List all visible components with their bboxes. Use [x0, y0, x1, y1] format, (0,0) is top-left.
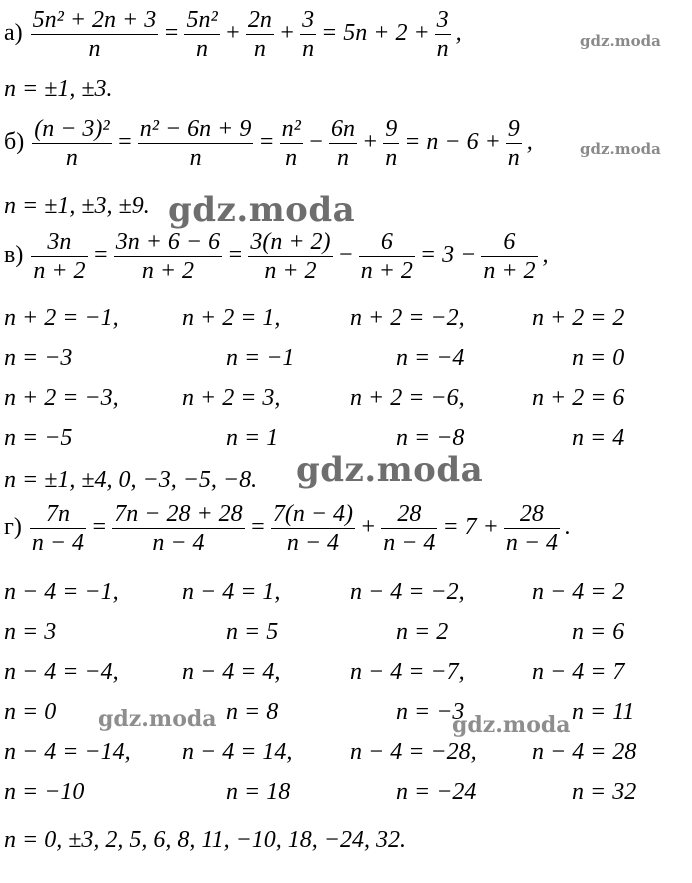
part-a-expression [29, 7, 465, 62]
part-d-expression [28, 501, 574, 556]
equation-cell: n − 4 = 7 [532, 659, 625, 685]
fraction-numerator: 6 [359, 228, 415, 257]
fraction-denominator: n [385, 145, 398, 171]
expression-text: = [91, 514, 108, 541]
solution-cell: n = 11 [572, 699, 635, 725]
solution-cell: n = 5 [226, 619, 279, 645]
equation-cell: n − 4 = −4, [4, 659, 119, 685]
solution-cell: n = −8 [396, 425, 465, 451]
fraction-numerator: 7n − 28 + 28 [114, 501, 243, 527]
solution-cell: n = 4 [572, 425, 625, 451]
equation-cell: n − 4 = −7, [350, 659, 465, 685]
part-d-equation [4, 500, 574, 557]
fraction [383, 115, 399, 172]
solution-cell: n = −1 [226, 345, 295, 371]
part-d-answer: n = 0, ±3, 2, 5, 6, 8, 11, −10, 18, −24, 32. [4, 827, 406, 853]
fraction-numerator: 28 [504, 500, 560, 529]
equation-cell: n + 2 = 3, [182, 385, 281, 411]
watermark-logo: gdz.moda [580, 140, 661, 158]
expression-text: = [258, 129, 275, 156]
solution-cell: n = −10 [4, 779, 85, 805]
equation-cell: n − 4 = 14, [182, 739, 293, 765]
fraction-denominator: n − 4 [31, 530, 85, 556]
part-a-equation [4, 6, 465, 63]
fraction-numerator: 3(n + 2) [250, 229, 331, 255]
part-c-label: в) [4, 242, 24, 269]
solution-cell: n = 0 [572, 345, 625, 371]
fraction-numerator: 6 [481, 228, 537, 257]
expression-text: = 7 + [442, 514, 499, 541]
solution-cell: n = 2 [396, 619, 449, 645]
part-d-label: г) [4, 514, 22, 541]
part-b-equation [4, 115, 536, 172]
part-a-label: а) [4, 20, 23, 47]
expression-text: + [278, 20, 296, 47]
solution-cell: n = 8 [226, 699, 279, 725]
fraction-denominator: n [336, 145, 349, 171]
expression-text: = 5n + 2 + [321, 20, 430, 47]
watermark-logo: gdz.moda [98, 706, 217, 732]
fraction [506, 115, 522, 172]
part-c-expression [29, 229, 551, 284]
fraction [32, 115, 111, 172]
equation-cell: n + 2 = 1, [182, 305, 281, 331]
part-a-answer: n = ±1, ±3. [4, 76, 113, 102]
equation-cell: n + 2 = −2, [350, 305, 465, 331]
fraction-denominator: n [65, 145, 78, 171]
fraction-numerator: 28 [381, 500, 437, 529]
fraction-numerator: 3n [31, 228, 87, 257]
fraction-denominator: n [196, 36, 209, 62]
watermark-logo: gdz.moda [580, 32, 661, 50]
equation-cell: n − 4 = 1, [182, 579, 281, 605]
part-c-equation [4, 228, 552, 285]
fraction-denominator: n [285, 145, 298, 171]
fraction-numerator: 5n² + 2n + 3 [32, 7, 157, 33]
fraction-numerator: 3n + 6 − 6 [115, 229, 221, 255]
fraction-denominator: n [253, 36, 266, 62]
fraction [31, 6, 159, 63]
expression-text: − [337, 242, 354, 269]
solution-cell: n = 18 [226, 779, 291, 805]
expression-text: , [455, 20, 462, 47]
fraction-numerator: (n − 3)² [34, 116, 110, 142]
expression-text: = 3 − [419, 242, 477, 269]
fraction [30, 500, 86, 557]
fraction [280, 115, 303, 172]
fraction [271, 500, 355, 557]
expression-text: , [526, 129, 533, 156]
fraction-numerator: 6n [330, 116, 355, 142]
fraction-denominator: n [189, 145, 202, 171]
solution-cell: n = −3 [396, 699, 465, 725]
watermark-logo: gdz.moda [168, 190, 356, 230]
fraction-denominator: n − 4 [383, 530, 436, 556]
equation-cell: n + 2 = −1, [4, 305, 119, 331]
equation-cell: n − 4 = 4, [182, 659, 281, 685]
watermark-logo: gdz.moda [452, 712, 571, 738]
equation-cell: n + 2 = 2 [532, 305, 625, 331]
expression-text: = [116, 129, 133, 156]
expression-text: = [163, 20, 180, 47]
equation-cell: n − 4 = 28 [532, 739, 637, 765]
solution-cell: n = 3 [4, 619, 57, 645]
fraction [248, 228, 332, 285]
fraction [31, 228, 87, 285]
fraction-denominator: n + 2 [483, 258, 536, 284]
equation-cell: n − 4 = −1, [4, 579, 119, 605]
equation-cell: n − 4 = −28, [350, 739, 477, 765]
equation-cell: n + 2 = −3, [4, 385, 119, 411]
expression-text: , [542, 242, 549, 269]
fraction-numerator: 7(n − 4) [272, 501, 354, 527]
watermark-logo: gdz.moda [296, 450, 484, 490]
solution-cell: n = −3 [4, 345, 73, 371]
expression-text: + [360, 514, 377, 541]
fraction-numerator: 2n [247, 7, 272, 33]
expression-text: . [565, 514, 572, 541]
fraction-denominator: n − 4 [505, 530, 559, 556]
expression-text: + [224, 20, 241, 47]
solution-cell: n = 0 [4, 699, 57, 725]
fraction [246, 6, 274, 63]
fraction [504, 500, 560, 557]
expression-text: = [249, 514, 266, 541]
fraction [112, 500, 244, 557]
fraction [381, 500, 437, 557]
fraction-denominator: n [436, 36, 449, 62]
fraction-numerator: 9 [507, 116, 520, 142]
fraction [184, 6, 219, 63]
fraction-denominator: n [302, 36, 315, 62]
fraction-numerator: n² [281, 116, 301, 142]
part-c-answer: n = ±1, ±4, 0, −3, −5, −8. [4, 467, 258, 493]
equation-cell: n − 4 = −2, [350, 579, 465, 605]
equation-cell: n + 2 = −6, [350, 385, 465, 411]
fraction [435, 6, 451, 63]
equation-cell: n − 4 = −14, [4, 739, 131, 765]
fraction-denominator: n + 2 [33, 258, 86, 284]
fraction-numerator: 5n² [186, 7, 218, 33]
fraction [329, 115, 357, 172]
expression-text: = [92, 242, 109, 269]
equation-cell: n + 2 = 6 [532, 385, 625, 411]
fraction-numerator: 7n [30, 500, 86, 529]
expression-text: − [307, 129, 324, 156]
fraction [481, 228, 537, 285]
fraction-numerator: 3 [436, 7, 449, 33]
fraction [359, 228, 415, 285]
part-b-answer: n = ±1, ±3, ±9. [4, 193, 150, 219]
fraction-denominator: n + 2 [360, 258, 413, 284]
fraction [114, 228, 222, 285]
fraction-denominator: n − 4 [286, 530, 340, 556]
expression-text: = [227, 242, 244, 269]
fraction-numerator: 9 [385, 116, 398, 142]
fraction [138, 115, 254, 172]
solution-cell: n = 32 [572, 779, 637, 805]
expression-text: + [361, 129, 379, 156]
solution-cell: n = 1 [226, 425, 279, 451]
fraction-denominator: n [88, 36, 101, 62]
solution-cell: n = −4 [396, 345, 465, 371]
fraction-denominator: n + 2 [141, 258, 195, 284]
fraction-denominator: n + 2 [264, 258, 317, 284]
part-b-expression [30, 116, 536, 171]
fraction-denominator: n [507, 145, 520, 171]
expression-text: = n − 6 + [404, 129, 501, 156]
solution-cell: n = 6 [572, 619, 625, 645]
equation-cell: n − 4 = 2 [532, 579, 625, 605]
fraction-denominator: n − 4 [152, 530, 205, 556]
fraction-numerator: n² − 6n + 9 [139, 116, 252, 142]
solution-cell: n = −24 [396, 779, 477, 805]
solution-cell: n = −5 [4, 425, 73, 451]
part-b-label: б) [4, 129, 25, 156]
fraction [300, 6, 316, 63]
fraction-numerator: 3 [302, 7, 315, 33]
